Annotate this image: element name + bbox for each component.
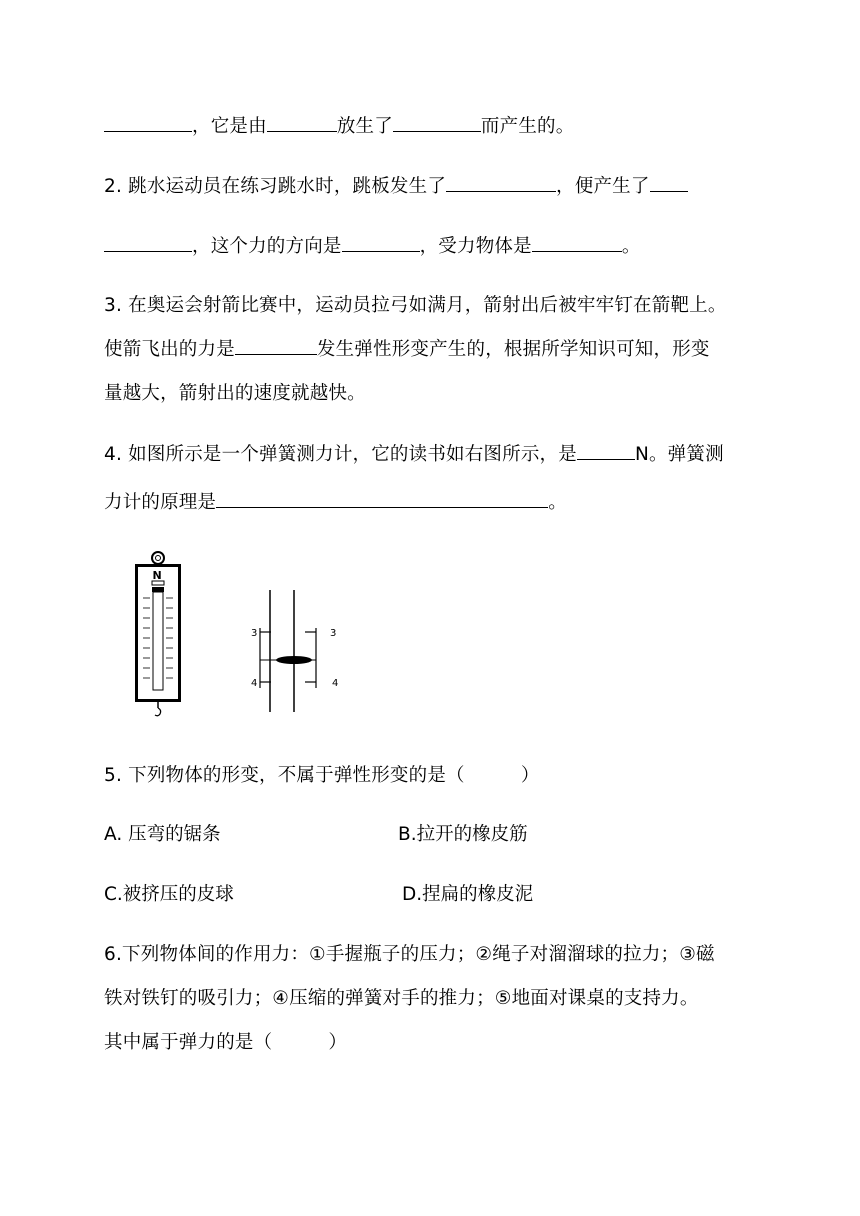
scale-label: 4 <box>332 678 339 689</box>
text: 2. 跳水运动员在练习跳水时，跳板发生了 <box>104 176 447 197</box>
answer-blank[interactable] <box>393 114 481 132</box>
text: ，便产生了 <box>556 176 650 197</box>
text: ，它是由 <box>192 116 267 137</box>
text: ，这个力的方向是 <box>192 236 342 257</box>
question-6-line-3: 其中属于弹力的是（ ） <box>104 1032 348 1053</box>
answer-blank[interactable] <box>267 114 337 132</box>
answer-blank[interactable] <box>342 234 420 252</box>
text: 。 <box>621 236 641 257</box>
question-5: 5. 下列物体的形变，不属于弹性形变的是（ ） <box>104 765 540 786</box>
text: N。弹簧测 <box>634 444 724 465</box>
answer-blank[interactable] <box>446 174 556 192</box>
question-3-line-2 <box>104 337 710 362</box>
choice-a[interactable]: A. 压弯的锯条 <box>104 824 221 845</box>
scale-label: 3 <box>251 628 258 639</box>
spring-scale-illustration <box>130 548 360 723</box>
question-3-line-1: 3. 在奥运会射箭比赛中，运动员拉弓如满月，箭射出后被牢牢钉在箭靶上。 <box>104 295 727 316</box>
answer-blank[interactable] <box>104 234 192 252</box>
spring-scale-icon <box>137 552 180 716</box>
scale-reading-detail <box>251 590 338 712</box>
question-4-line-2 <box>104 490 567 515</box>
choice-d[interactable]: D.捏扁的橡皮泥 <box>402 884 534 905</box>
text: 使箭飞出的力是 <box>104 339 235 360</box>
scale-label: 3 <box>330 628 337 639</box>
answer-blank[interactable] <box>532 234 622 252</box>
text: 4. 如图所示是一个弹簧测力计，它的读书如右图所示，是 <box>104 444 577 465</box>
question-2-line-2 <box>104 234 641 259</box>
unit-label: N <box>152 569 162 582</box>
text: 而产生的。 <box>480 116 575 137</box>
question-4-line-1 <box>104 442 724 467</box>
question-2-line-1 <box>104 174 688 199</box>
text: 。 <box>548 492 567 513</box>
choice-b[interactable]: B.拉开的橡皮筋 <box>398 824 528 845</box>
answer-blank[interactable] <box>235 337 317 355</box>
question-6-line-1: 6.下列物体间的作用力：①手握瓶子的压力；②绳子对溜溜球的拉力；③磁 <box>104 944 715 965</box>
scale-label: 4 <box>251 678 258 689</box>
choice-c[interactable]: C.被挤压的皮球 <box>104 884 234 905</box>
question-1-continuation <box>104 114 574 139</box>
answer-blank[interactable] <box>216 490 548 508</box>
answer-blank[interactable] <box>650 174 688 192</box>
text: 发生弹性形变产生的，根据所学知识可知，形变 <box>316 339 710 360</box>
text: ，受力物体是 <box>419 236 532 257</box>
answer-blank[interactable] <box>577 442 635 460</box>
spring-scale-figures <box>130 548 360 723</box>
question-3-line-3: 量越大，箭射出的速度就越快。 <box>104 383 366 404</box>
answer-blank[interactable] <box>104 114 192 132</box>
text: 力计的原理是 <box>104 492 217 513</box>
text: 放生了 <box>336 116 393 137</box>
question-6-line-2: 铁对铁钉的吸引力；④压缩的弹簧对手的推力；⑤地面对课桌的支持力。 <box>104 988 699 1009</box>
